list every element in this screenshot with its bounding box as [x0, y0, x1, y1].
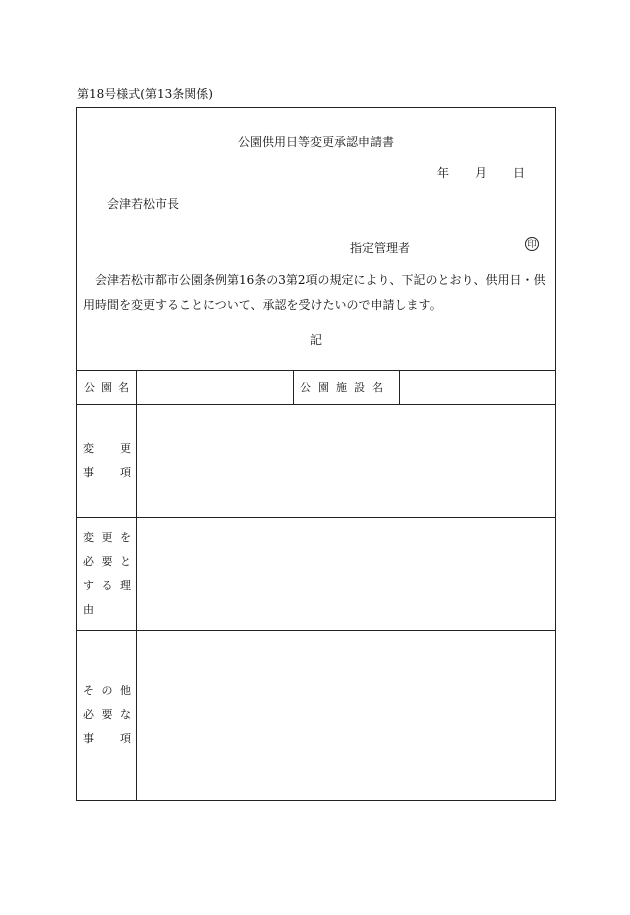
- date-year: 年: [436, 166, 449, 180]
- addressee: 会津若松市長: [107, 197, 180, 211]
- park-name-row: [77, 370, 555, 405]
- seal-icon: 印: [525, 237, 539, 251]
- change-reason-label-cell: [77, 518, 137, 630]
- other-items-field[interactable]: [137, 631, 555, 801]
- other-items-label: そ の 他 必 要 な 事 項: [83, 684, 131, 745]
- change-reason-field[interactable]: [137, 518, 555, 630]
- park-name-label-cell: [77, 370, 137, 404]
- form-header-section: [77, 108, 555, 371]
- form-title: 公園供用日等変更承認申請書: [237, 135, 394, 149]
- park-name-field[interactable]: [137, 370, 294, 404]
- park-name-label: 公園名: [84, 381, 135, 394]
- other-items-label-cell: [77, 631, 137, 801]
- ki-heading: 記: [309, 333, 322, 347]
- date-line: [437, 164, 525, 181]
- application-form: [76, 107, 556, 801]
- change-items-field[interactable]: [137, 405, 555, 517]
- change-items-label-cell: [77, 405, 137, 517]
- change-items-label: 変 更 事 項: [83, 442, 131, 479]
- facility-name-field[interactable]: [400, 370, 555, 404]
- form-number: 第18号様式(第13条関係): [77, 87, 213, 101]
- change-reason-row: [77, 518, 555, 631]
- change-reason-label: 変 更 を 必 要 と す る 理 由: [83, 531, 131, 616]
- other-items-row: [77, 631, 555, 801]
- change-items-row: [77, 405, 555, 518]
- date-month: 月: [474, 166, 487, 180]
- facility-name-label: 公園施設名: [300, 381, 390, 394]
- designated-manager-label: 指定管理者: [350, 241, 411, 255]
- application-statement: 会津若松市都市公園条例第16条の3第2項の規定により、下記のとおり、供用日・供用時間を変更することについて、承認を受けたいので申請します。: [83, 273, 546, 312]
- facility-name-label-cell: [294, 370, 400, 404]
- date-day: 日: [512, 166, 525, 180]
